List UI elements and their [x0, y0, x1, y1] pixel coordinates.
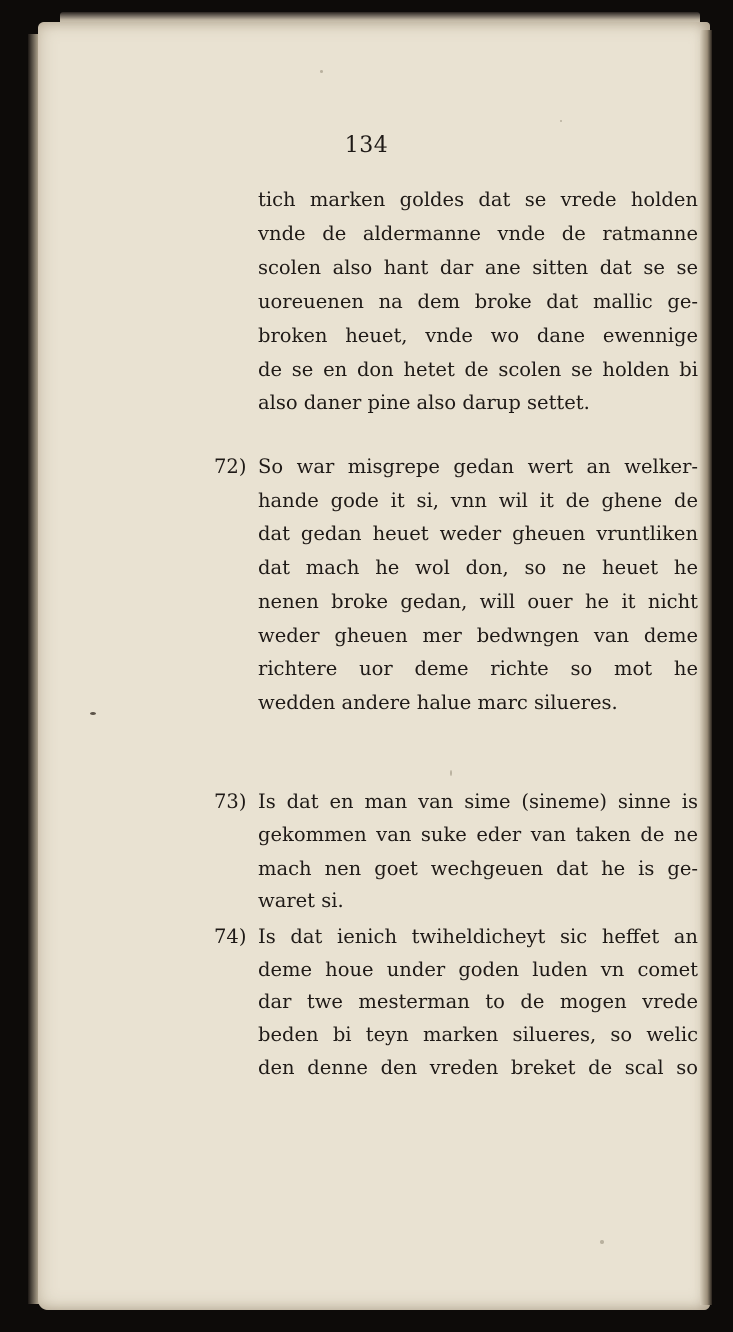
text-line: de se en don hetet de scolen se holden bi [258, 358, 698, 381]
text-line: den denne den vreden breket de scal so [258, 1056, 698, 1079]
text-line: vnde de aldermanne vnde de ratmanne [258, 222, 698, 245]
text-line: nenen broke gedan, will ouer he it nicht [258, 590, 698, 613]
text-line: mach nen goet wechgeuen dat he is ge- [258, 857, 698, 880]
paragraph-number: 73) [214, 790, 247, 813]
paper-speck [600, 1240, 604, 1244]
text-line: weder gheuen mer bedwngen van deme [258, 624, 698, 647]
paper-speck [560, 120, 562, 122]
text-line: So war misgrepe gedan wert an welker- [258, 455, 698, 478]
text-line: deme houe under goden luden vn comet [258, 958, 698, 981]
text-line: dat mach he wol don, so ne heuet he [258, 556, 698, 579]
text-line: broken heuet, vnde wo dane ewennige [258, 324, 698, 347]
text-line: richtere uor deme richte so mot he [258, 657, 698, 680]
text-line: dat gedan heuet weder gheuen vruntliken [258, 522, 698, 545]
text-line: scolen also hant dar ane sitten dat se se [258, 256, 698, 279]
text-line: Is dat en man van sime (sineme) sinne is [258, 790, 698, 813]
text-line: beden bi teyn marken silueres, so welic [258, 1023, 698, 1046]
text-line: waret si. [258, 889, 344, 912]
paper-speck [320, 70, 323, 73]
text-line: tich marken goldes dat se vrede holden [258, 188, 698, 211]
paper-speck [90, 712, 96, 715]
paragraph-number: 74) [214, 925, 247, 948]
text-line: uoreuenen na dem broke dat mallic ge- [258, 290, 698, 313]
text-line: dar twe mesterman to de mogen vrede [258, 990, 698, 1013]
text-line: also daner pine also darup settet. [258, 391, 590, 414]
text-line: Is dat ienich twiheldicheyt sic heffet an [258, 925, 698, 948]
text-line: wedden andere halue marc silueres. [258, 691, 618, 714]
paper-speck [450, 770, 452, 776]
text-line: gekommen van suke eder van taken de ne [258, 823, 698, 846]
paragraph-number: 72) [214, 455, 247, 478]
text-line: hande gode it si, vnn wil it de ghene de [258, 489, 698, 512]
page-number: 134 [344, 133, 389, 158]
